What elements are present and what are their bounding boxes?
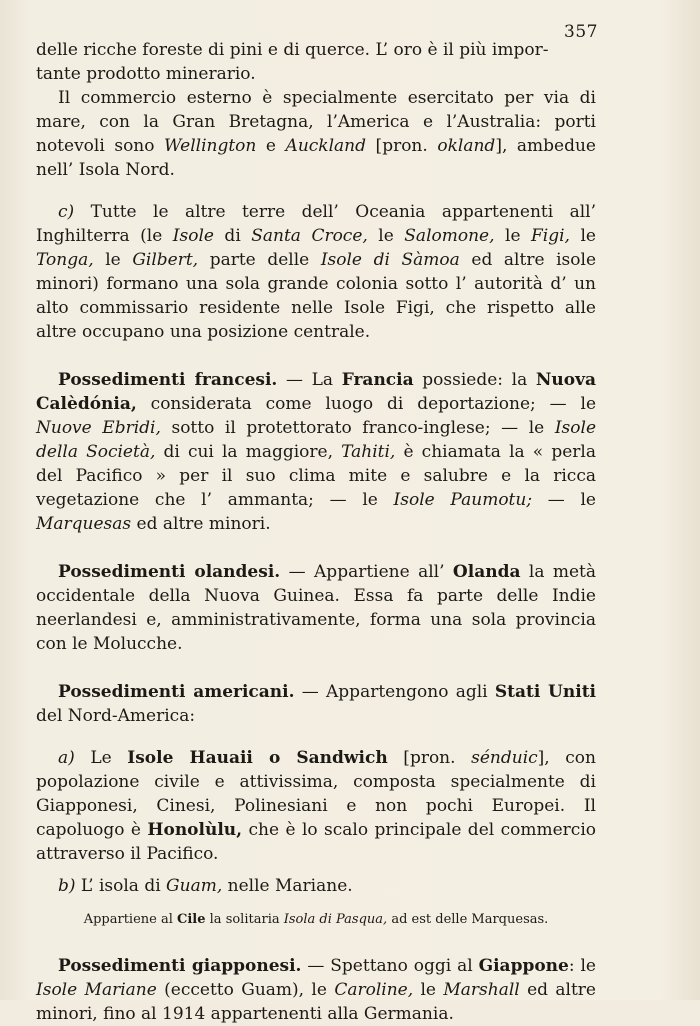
text-run: del Nord-America: [36,706,196,726]
text-run: — le [532,490,596,510]
country-name: Giappone [478,956,569,976]
place-name: Marquesas [36,514,132,534]
place-name: Tonga, [36,250,94,270]
text-run: [pron. [387,748,472,768]
text-run: le [494,226,531,246]
place-name: Guam, [166,876,223,896]
item-guam [36,874,596,898]
text-run: ], ambedue nell’ Isola Nord. [36,136,596,180]
text-run: la solitaria [205,912,284,927]
list-marker: a) [58,748,75,768]
place-name: Santa Croce, [251,226,368,246]
text-run: parte delle [198,250,321,270]
line: tante prodotto minerario. [36,64,256,84]
text-run: ed altre minori. [131,514,271,534]
place-name: Isola di Pasqua, [283,912,388,927]
text-run: nelle Mariane. [222,876,353,896]
place-name: Honolùlu, [147,820,243,840]
text-run: Appartiene al [83,912,178,927]
text-run: Tutte le altre terre dell’ Oceania appartenenti all’ Inghilterra (le [36,202,596,246]
place-name: Salomone, [404,226,495,246]
text-run: Le [74,748,128,768]
place-name: Nuova Calèdónia, [36,370,596,414]
text-run: che è lo scalo principale del commercio attraverso il Pacifico. [36,820,596,864]
text-run: le [367,226,405,246]
text-run: le [413,980,444,1000]
place-name: Isole [172,226,214,246]
text-run: di cui la maggiore, [155,442,342,462]
text-run: considerata come luogo di deportazione; — le [136,394,596,414]
text-run: le [93,250,133,270]
page-body [36,38,596,1026]
text-run: — La [277,370,342,390]
place-name: Marshall [443,980,520,1000]
list-marker: c) [58,202,75,222]
place-name: Isole Paumotu; [393,490,533,510]
line: delle ricche foreste di pini e di querce. L’ oro è il più impor- [36,40,549,60]
text-run: — Appartengono agli [294,682,495,702]
paragraph-commerce [36,86,596,182]
place-name: Nuove Ebridi, [36,418,161,438]
section-japanese-possessions [36,954,596,1026]
text-run: Il commercio esterno è specialmente esercitato per via di mare, con la Gran Bretagna, l’America e l’Australia: porti notevoli sono [36,88,596,156]
text-run: la metà occidentale della Nuova Guinea. Essa fa parte delle Indie neerlandesi e, amministrativamente, forma una sola provincia con le Molucche. [36,562,597,654]
section-heading: Possedimenti olandesi. [58,562,281,582]
section-heading: Possedimenti giapponesi. [58,956,302,976]
place-name: Isole Mariane [36,980,157,1000]
paragraph-british-colonies [36,200,596,344]
text-run: le [569,226,596,246]
section-heading: Possedimenti francesi. [58,370,278,390]
place-name: Tahiti, [341,442,396,462]
country-name: Olanda [452,562,521,582]
text-run: possiede: la [413,370,536,390]
place-name: Caroline, [334,980,414,1000]
pronunciation: okland [437,136,496,156]
text-run: ed altre minori, fino al 1914 appartenenti alla Germania. [36,980,596,1024]
section-dutch-possessions [36,560,596,656]
section-french-possessions [36,368,596,536]
item-hawaii [36,746,596,866]
text-run: [pron. [366,136,438,156]
text-run: ], con popolazione civile e attivissima, composta specialmente di Giapponesi, Cinesi, Polinesiani e non pochi Europei. Il capoluogo è [36,748,596,840]
text-run: ad est delle Marquesas. [387,912,549,927]
place-name: Isole di Sàmoa [320,250,460,270]
list-marker: b) [58,876,76,896]
section-heading: Possedimenti americani. [58,682,295,702]
place-name: Wellington [164,136,257,156]
note-easter-island [36,910,596,930]
paragraph-forests [36,38,596,86]
place-name: Isole Hauaii o Sandwich [127,748,388,768]
country-name: Cile [177,912,206,927]
place-name: Figi, [531,226,570,246]
text-run: — Spettano oggi al [301,956,479,976]
text-run: ed altre isole minori) formano una sola grande colonia sotto l’ autorità d’ un alto commissario residente nelle Isole Figi, che rispetto alle altre occupano una posizione centrale. [36,250,597,342]
text-run: : le [568,956,596,976]
text-run: di [213,226,252,246]
place-name: Isole della Società, [36,418,596,462]
text-run: e [256,136,286,156]
country-name: Francia [341,370,414,390]
text-run: (eccetto Guam), le [156,980,335,1000]
place-name: Gilbert, [132,250,199,270]
text-run: sotto il protettorato franco-inglese; — le [160,418,555,438]
pronunciation: sénduic [471,748,538,768]
section-american-possessions [36,680,596,728]
page-number: 357 [564,22,598,42]
text-run: — Appartiene all’ [280,562,453,582]
country-name: Stati Uniti [494,682,597,702]
place-name: Auckland [285,136,366,156]
text-run: L’ isola di [75,876,167,896]
text-run: è chiamata la « perla del Pacifico » per il suo clima mite e salubre e la ricca vegetazione che l’ ammanta; — le [36,442,596,510]
